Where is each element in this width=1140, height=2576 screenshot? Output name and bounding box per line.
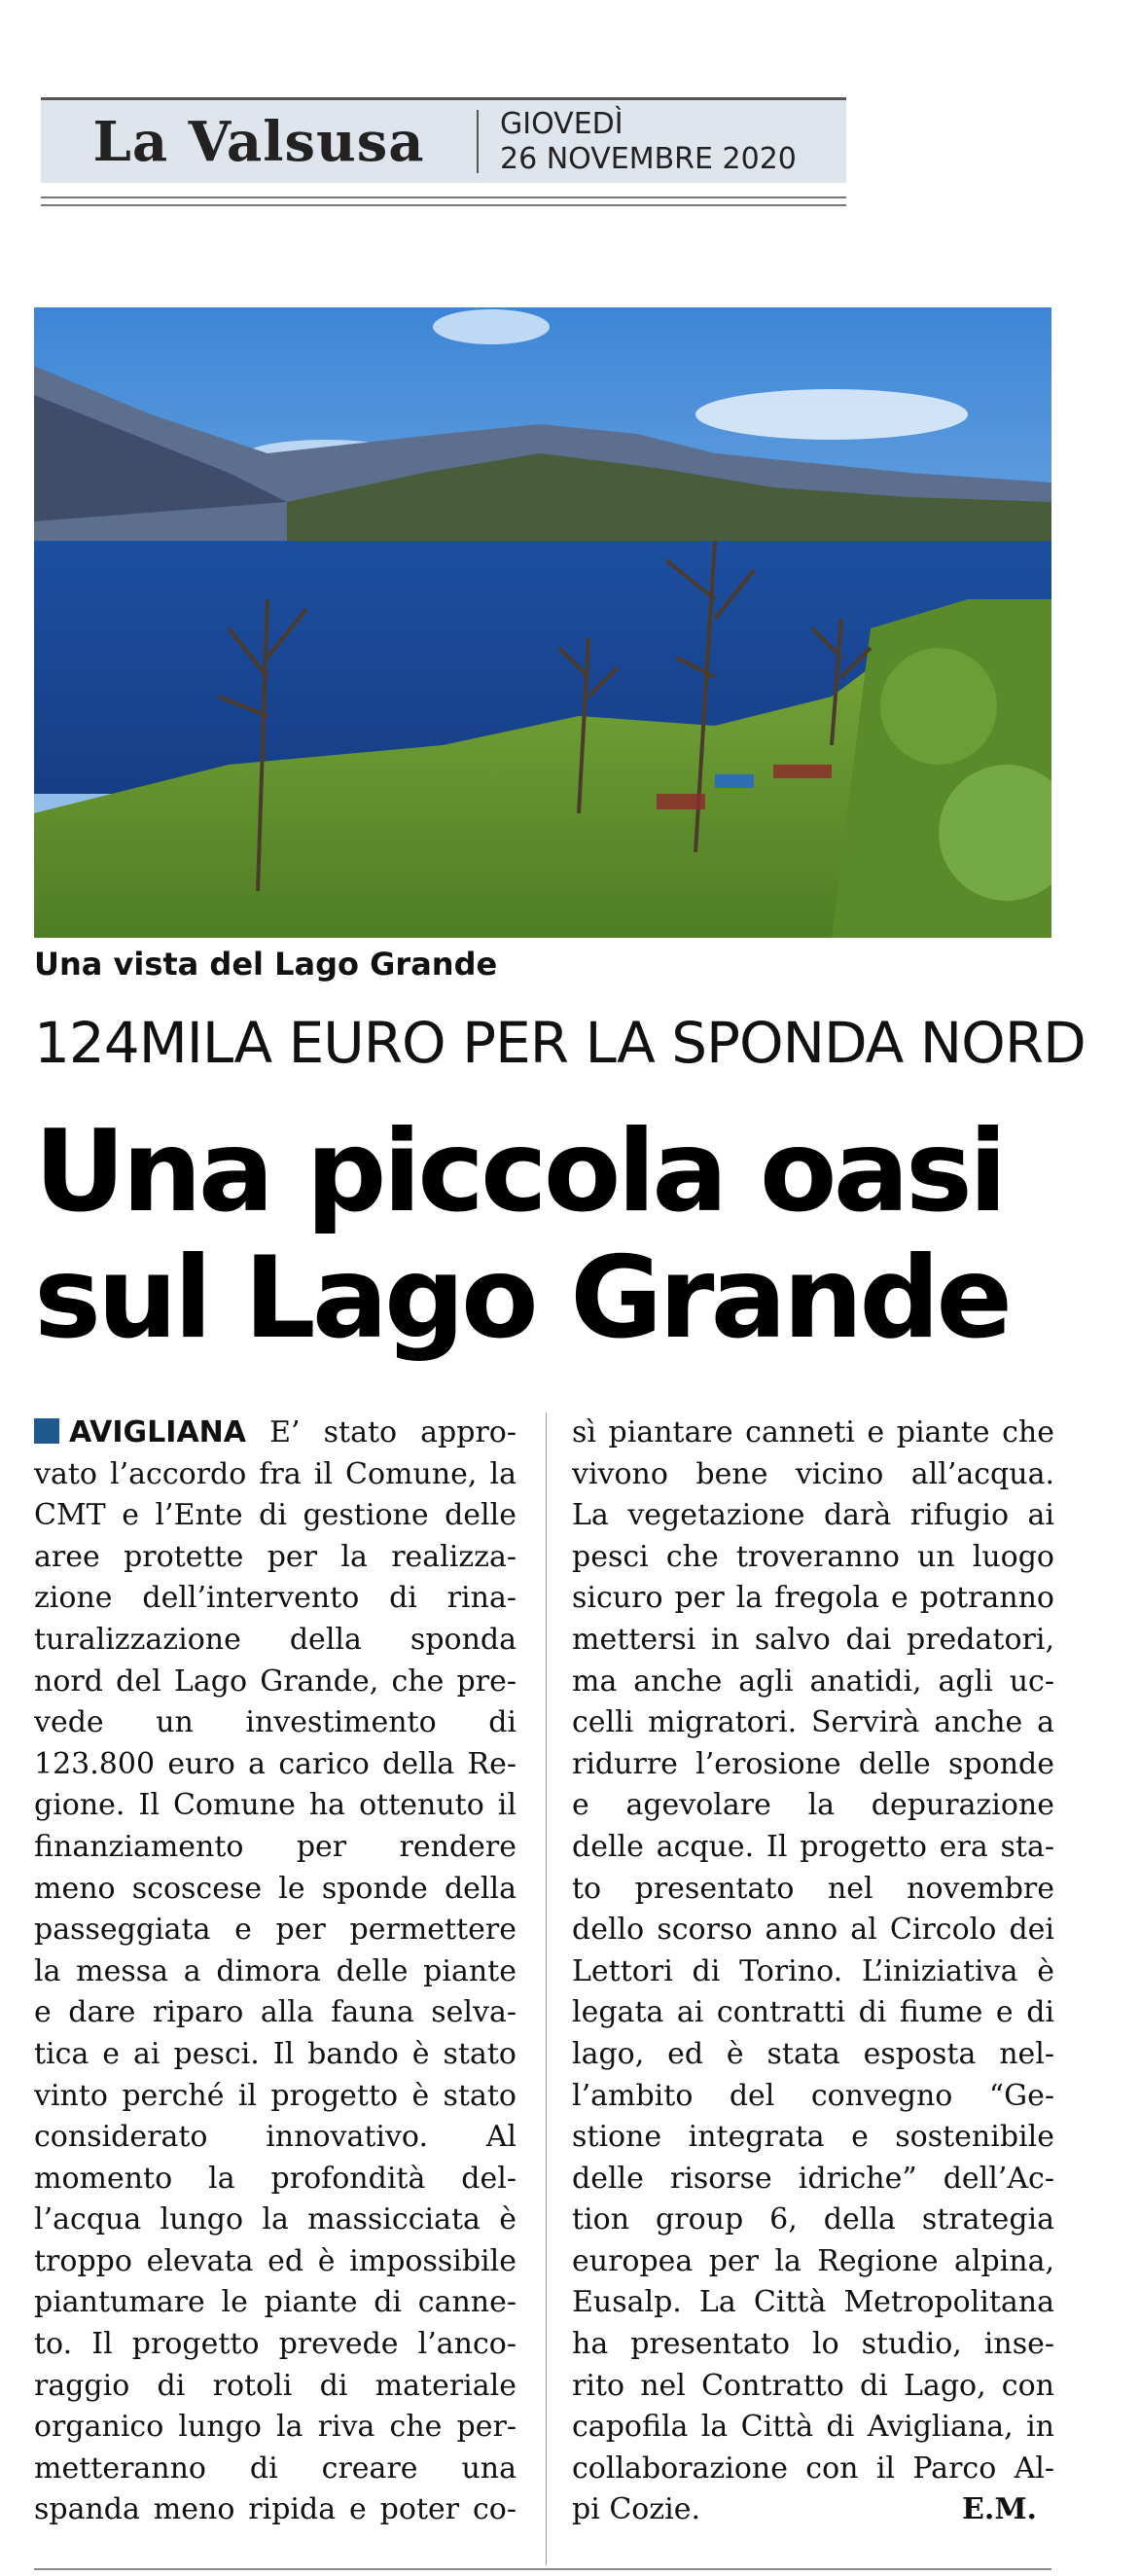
article-line: considerato innovativo. Al <box>34 2120 517 2155</box>
article-line: piantumare le piante di canne- <box>34 2285 517 2320</box>
article-line: lago, ed è stata esposta nel- <box>572 2036 1054 2071</box>
kicker: 124MILA EURO PER LA SPONDA NORD <box>34 1010 1086 1076</box>
article-line: passeggiata e per permettere <box>34 1913 517 1948</box>
article-line: mettersi in salvo dai predatori, <box>572 1622 1054 1657</box>
article-line: La vegetazione darà rifugio ai <box>572 1498 1054 1533</box>
article-line: nord del Lago Grande, che pre- <box>34 1664 517 1699</box>
article-line: delle risorse idriche” dell’Ac- <box>572 2161 1054 2196</box>
dateline: AVIGLIANA <box>69 1415 247 1449</box>
article-line: europea per la Regione alpina, <box>572 2243 1054 2278</box>
article-line: to. Il progetto prevede l’anco- <box>34 2327 517 2362</box>
article-line: vivono bene vicino all’acqua. <box>572 1456 1054 1491</box>
lake-photo <box>34 307 1051 938</box>
issue-date <box>479 100 797 183</box>
article-column-2 <box>572 1413 1054 2531</box>
article-line: la messa a dimora delle piante <box>34 1953 517 1988</box>
masthead <box>41 97 846 183</box>
article-line: spanda meno ripida e poter co- <box>34 2492 517 2527</box>
article-line: momento la profondità del- <box>34 2161 517 2196</box>
article-column-1 <box>34 1413 517 2531</box>
issue-weekday: GIOVEDÌ <box>500 106 623 141</box>
headline-line-2: sul Lago Grande <box>34 1233 1010 1364</box>
article-line: meno scoscese le sponde della <box>34 1871 517 1906</box>
article-line: vato l’accordo fra il Comune, la <box>34 1456 517 1491</box>
article-line: stione integrata e sostenibile <box>572 2120 1054 2155</box>
section-square-icon <box>34 1418 59 1444</box>
article-line: collaborazione con il Parco Al- <box>572 2451 1054 2486</box>
masthead-rule-top <box>41 197 846 198</box>
article-line: dello scorso anno al Circolo dei <box>572 1913 1054 1948</box>
article-line: e agevolare la depurazione <box>572 1788 1054 1823</box>
paper-logo: La Valsusa <box>92 109 425 174</box>
article-line: sicuro per la fregola e potranno <box>572 1581 1054 1616</box>
article-line: aree protette per la realizza- <box>34 1539 517 1574</box>
article-line: pesci che troveranno un luogo <box>572 1539 1054 1574</box>
article-line: e dare riparo alla fauna selva- <box>34 1995 517 2030</box>
article-line: Eusalp. La Città Metropolitana <box>572 2285 1054 2320</box>
article-line: vinto perché il progetto è stato <box>34 2078 517 2113</box>
article-line: to presentato nel novembre <box>572 1871 1054 1906</box>
headline <box>34 1106 1123 1364</box>
article-line: troppo elevata ed è impossibile <box>34 2243 517 2278</box>
article-line: metteranno di creare una <box>34 2451 517 2486</box>
article-line: legata ai contratti di fiume e di <box>572 1995 1054 2030</box>
article-line: tion group 6, della strategia <box>572 2202 1054 2237</box>
article-line: celli migratori. Servirà anche a <box>572 1705 1054 1740</box>
article-line: sì piantare canneti e piante che <box>572 1415 1054 1449</box>
article-line: ridurre l’erosione delle sponde <box>572 1746 1054 1781</box>
headline-line-1: Una piccola oasi <box>34 1106 1004 1237</box>
article-line: vede un investimento di <box>34 1705 517 1740</box>
article-line: gione. Il Comune ha ottenuto il <box>34 1788 517 1823</box>
masthead-rule-bottom <box>41 204 846 206</box>
issue-date-text: 26 NOVEMBRE 2020 <box>500 141 797 176</box>
article-line: delle acque. Il progetto era sta- <box>572 1829 1054 1864</box>
bottom-rule <box>34 2568 1051 2570</box>
article-line: tica e ai pesci. Il bando è stato <box>34 2036 517 2071</box>
article-line: zione dell’intervento di rina- <box>34 1581 517 1616</box>
author-signature: E.M. <box>962 2492 1037 2527</box>
article-line: raggio di rotoli di materiale <box>34 2368 517 2403</box>
lake-photo-illustration <box>34 307 1051 938</box>
article-line: turalizzazione della sponda <box>34 1622 517 1657</box>
article-line-last <box>572 2489 1054 2531</box>
article-text: E’ stato appro- <box>269 1415 517 1449</box>
article-line: CMT e l’Ente di gestione delle <box>34 1498 517 1533</box>
article-line: 123.800 euro a carico della Re- <box>34 1746 517 1781</box>
photo-caption: Una vista del Lago Grande <box>34 946 498 983</box>
article-line: capofila la Città di Avigliana, in <box>572 2410 1054 2445</box>
article-text: pi Cozie. <box>572 2492 701 2527</box>
column-divider <box>546 1413 547 2565</box>
article-line: organico lungo la riva che per- <box>34 2410 517 2445</box>
article-line <box>34 1413 517 1454</box>
article-line: finanziamento per rendere <box>34 1829 517 1864</box>
article-line: ma anche agli anatidi, agli uc- <box>572 1664 1054 1699</box>
article-line: rito nel Contratto di Lago, con <box>572 2368 1054 2403</box>
article-line: Lettori di Torino. L’iniziativa è <box>572 1953 1054 1988</box>
article-line: ha presentato lo studio, inse- <box>572 2327 1054 2362</box>
article-line: l’acqua lungo la massicciata è <box>34 2202 517 2237</box>
article-line: l’ambito del convegno “Ge- <box>572 2078 1054 2113</box>
